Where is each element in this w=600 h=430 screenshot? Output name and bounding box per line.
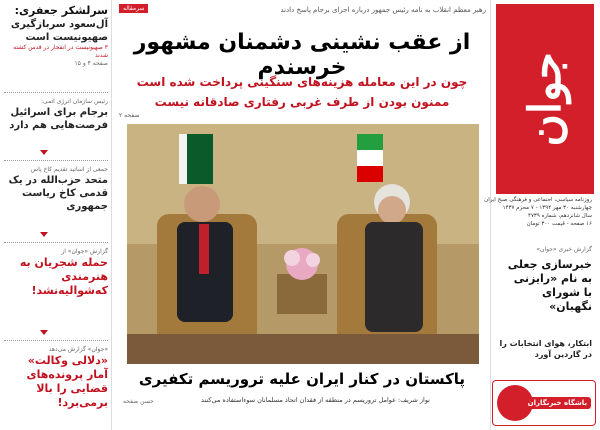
sidebar-story-note: ۳ صهیونیست در انفجار در قدس کشته شدند <box>13 44 108 59</box>
sidebar-story-title: «دلالی وکالت» آمار پرونده‌های قضایی را بالا برمی‌برد! <box>26 354 108 409</box>
subhead-line: چون در این معامله هزینه‌های سنگینی پرداخت شده است <box>136 75 468 89</box>
sidebar-story-ref: صفحه ۴ و ۱۵ <box>74 60 108 67</box>
masthead-info-line: چهارشنبه ۳۰ مهر ۱۳۹۴ - ۷ محرم ۱۴۳۷ <box>502 205 592 211</box>
main-column <box>115 0 490 430</box>
chevron-down-icon <box>40 232 48 237</box>
watermark-text: باشگاه خبرنگاران <box>524 397 591 409</box>
photo-illustration <box>127 124 479 364</box>
left-sidebar <box>0 0 112 430</box>
lead-photo[interactable] <box>127 124 479 364</box>
sidebar-divider <box>4 242 108 243</box>
sidebar-story-4[interactable] <box>4 248 108 298</box>
sidebar-divider <box>4 160 108 161</box>
special-label: سرمقاله <box>119 4 148 13</box>
sidebar-story-3[interactable] <box>4 166 108 213</box>
masthead-info-line: روزنامه سیاسی، اجتماعی و فرهنگی صبح ایران <box>484 197 592 203</box>
right-story-kicker: گزارش خبری «جوان» <box>536 246 592 253</box>
page-reference: صفحه ۲ <box>119 112 140 119</box>
right-story-title[interactable] <box>496 258 592 314</box>
sidebar-story-2[interactable] <box>4 98 108 132</box>
sidebar-story-kicker: رئیس سازمان انرژی اتمی: <box>40 98 108 105</box>
sidebar-story-title: حمله شجریان به هنرمندی که‌شوالیه‌نشد! <box>19 256 108 297</box>
lead-subhead <box>118 72 486 112</box>
sidebar-story-kicker: گزارش «جوان» از <box>61 248 108 255</box>
masthead-info <box>484 196 592 228</box>
subhead-line: ممنون بودن از طرف غربی رفتاری صادقانه نیست <box>154 95 450 109</box>
newspaper-logo <box>496 4 594 194</box>
sidebar-story-kicker: جمعی از اساتید تقدیم کاخ پاس <box>30 166 108 173</box>
chevron-down-icon <box>40 150 48 155</box>
logo-text: جوان <box>519 51 571 147</box>
masthead-info-line: سال شانزدهم، شماره ۴۷۳۹ <box>528 213 592 219</box>
lead-kicker: رهبر معظم انقلاب به نامه رئیس جمهور درباره اجرای برجام پاسخ دادند <box>280 6 486 14</box>
right-story-title-line: خبرسازی جعلی <box>507 258 592 271</box>
watermark-badge <box>492 380 596 426</box>
sidebar-story-5[interactable] <box>4 346 108 410</box>
right-story-2[interactable]: ابتکار، هوای انتخابات را در گاردین آورد <box>499 339 592 359</box>
photo-caption-source: حسن صفحه <box>123 398 154 405</box>
sidebar-divider <box>4 340 108 341</box>
sidebar-story-1[interactable] <box>4 4 108 68</box>
sidebar-story-body: برجام برای اسرائیل فرصت‌هایی هم دارد <box>9 107 108 131</box>
masthead-info-line: ۱۶ صفحه - قیمت ۳۰۰ تومان <box>526 221 592 227</box>
sidebar-divider <box>4 92 108 93</box>
sidebar-story-body: متحد حزب‌الله در یک قدمی کاخ ریاست جمهوری <box>8 175 108 212</box>
chevron-down-icon <box>40 330 48 335</box>
photo-caption-body: نواز شریف: عوامل تروریسم در منطقه از فقدان اتحاد مسلمانان سوءاستفاده می‌کنند <box>201 396 430 404</box>
photo-caption-headline[interactable]: پاکستان در کنار ایران علیه تروریسم تکفیری <box>138 370 466 388</box>
lead-headline[interactable]: از عقب نشینی دشمنان مشهور خرسندم <box>133 30 471 80</box>
masthead-column <box>484 0 600 430</box>
right-story-title-line: با شورای نگهبان» <box>542 286 592 313</box>
sidebar-story-title: سرلشکر جعفری: <box>14 4 108 17</box>
right-story-title-line: به نام «رایزنی <box>513 272 592 285</box>
sidebar-story-body: آل‌سعود سرباز‌گیری صهیونیست است <box>10 19 108 43</box>
sidebar-story-kicker: «جوان» گزارش می‌دهد <box>48 346 108 353</box>
